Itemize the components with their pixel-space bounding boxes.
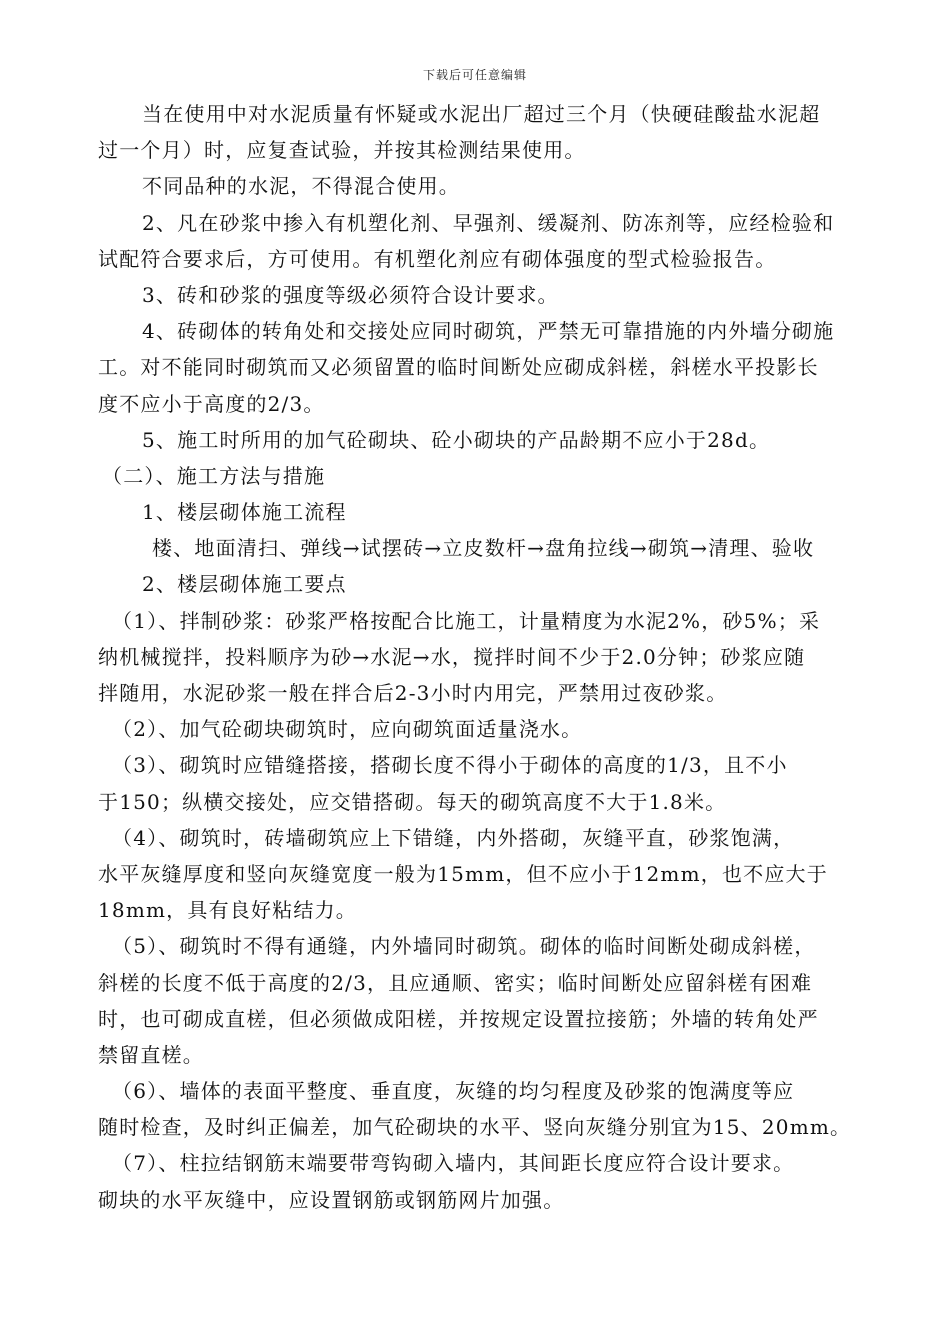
section-heading: （二）、施工方法与措施 <box>102 463 326 488</box>
paragraph-line: 水平灰缝厚度和竖向灰缝宽度一般为15mm，但不应小于12mm，也不应大于 <box>98 861 828 886</box>
paragraph-line: （4）、砌筑时，砖墙砌筑应上下错缝，内外搭砌，灰缝平直，砂浆饱满， <box>112 825 795 850</box>
paragraph-line: （3）、砌筑时应错缝搭接，搭砌长度不得小于砌体的高度的1/3，且不小 <box>112 753 788 778</box>
paragraph-line: （7）、柱拉结钢筋末端要带弯钩砌入墙内，其间距长度应符合设计要求。 <box>112 1151 795 1176</box>
paragraph-line: 试配符合要求后，方可使用。有机塑化剂应有砌体强度的型式检验报告。 <box>98 246 777 271</box>
page-header: 下载后可任意编辑 <box>422 68 527 82</box>
paragraph-line: （5）、砌筑时不得有通缝，内外墙同时砌筑。砌体的临时间断处砌成斜槎， <box>112 934 816 959</box>
paragraph-line: （2）、加气砼砌块砌筑时，应向砌筑面适量浇水。 <box>112 717 583 742</box>
paragraph-line: 工。对不能同时砌筑而又必须留置的临时间断处应砌成斜槎，斜槎水平投影长 <box>98 355 819 380</box>
paragraph-line: 3、砖和砂浆的强度等级必须符合设计要求。 <box>142 282 559 307</box>
paragraph-line: 4、砖砌体的转角处和交接处应同时砌筑，严禁无可靠措施的内外墙分砌施 <box>142 319 835 344</box>
paragraph-line: （1）、拌制砂浆：砂浆严格按配合比施工，计量精度为水泥2%，砂5%；采 <box>112 608 821 633</box>
paragraph-line: 随时检查，及时纠正偏差，加气砼砌块的水平、竖向灰缝分别宜为15、20mm。 <box>98 1115 852 1140</box>
paragraph-line: 度不应小于高度的2/3。 <box>98 391 325 416</box>
document-body <box>98 96 878 1218</box>
paragraph-line: 纳机械搅拌，投料顺序为砂→水泥→水，搅拌时间不少于2.0分钟；砂浆应随 <box>98 644 806 669</box>
paragraph-line: 当在使用中对水泥质量有怀疑或水泥出厂超过三个月（快硬硅酸盐水泥超 <box>142 102 821 126</box>
paragraph-line: 砌块的水平灰缝中，应设置钢筋或钢筋网片加强。 <box>98 1187 565 1212</box>
paragraph-line: 不同品种的水泥，不得混合使用。 <box>142 174 460 199</box>
paragraph-line: 于150；纵横交接处，应交错搭砌。每天的砌筑高度不大于1.8米。 <box>98 789 727 814</box>
subsection-heading: 2、楼层砌体施工要点 <box>142 572 347 597</box>
paragraph-line: 18mm，具有良好粘结力。 <box>98 898 357 923</box>
process-flow-line: 楼、地面清扫、弹线→试摆砖→立皮数杆→盘角拉线→砌筑→清理、验收 <box>152 536 815 561</box>
paragraph-line: 拌随用，水泥砂浆一般在拌合后2-3小时内用完，严禁用过夜砂浆。 <box>98 681 728 705</box>
paragraph-line: 斜槎的长度不低于高度的2/3，且应通顺、密实；临时间断处应留斜槎有困难 <box>98 970 813 995</box>
paragraph-line: 2、凡在砂浆中掺入有机塑化剂、早强剂、缓凝剂、防冻剂等，应经检验和 <box>142 210 835 235</box>
paragraph-line: 5、施工时所用的加气砼砌块、砼小砌块的产品龄期不应小于28d。 <box>142 427 771 452</box>
paragraph-line: （6）、墙体的表面平整度、垂直度，灰缝的均匀程度及砂浆的饱满度等应 <box>112 1079 795 1104</box>
paragraph-line: 禁留直槎。 <box>98 1042 204 1067</box>
paragraph-line: 过一个月）时，应复查试验，并按其检测结果使用。 <box>98 138 586 163</box>
paragraph-line: 时，也可砌成直槎，但必须做成阳槎，并按规定设置拉接筋；外墙的转角处严 <box>98 1006 819 1031</box>
subsection-heading: 1、楼层砌体施工流程 <box>142 500 347 525</box>
